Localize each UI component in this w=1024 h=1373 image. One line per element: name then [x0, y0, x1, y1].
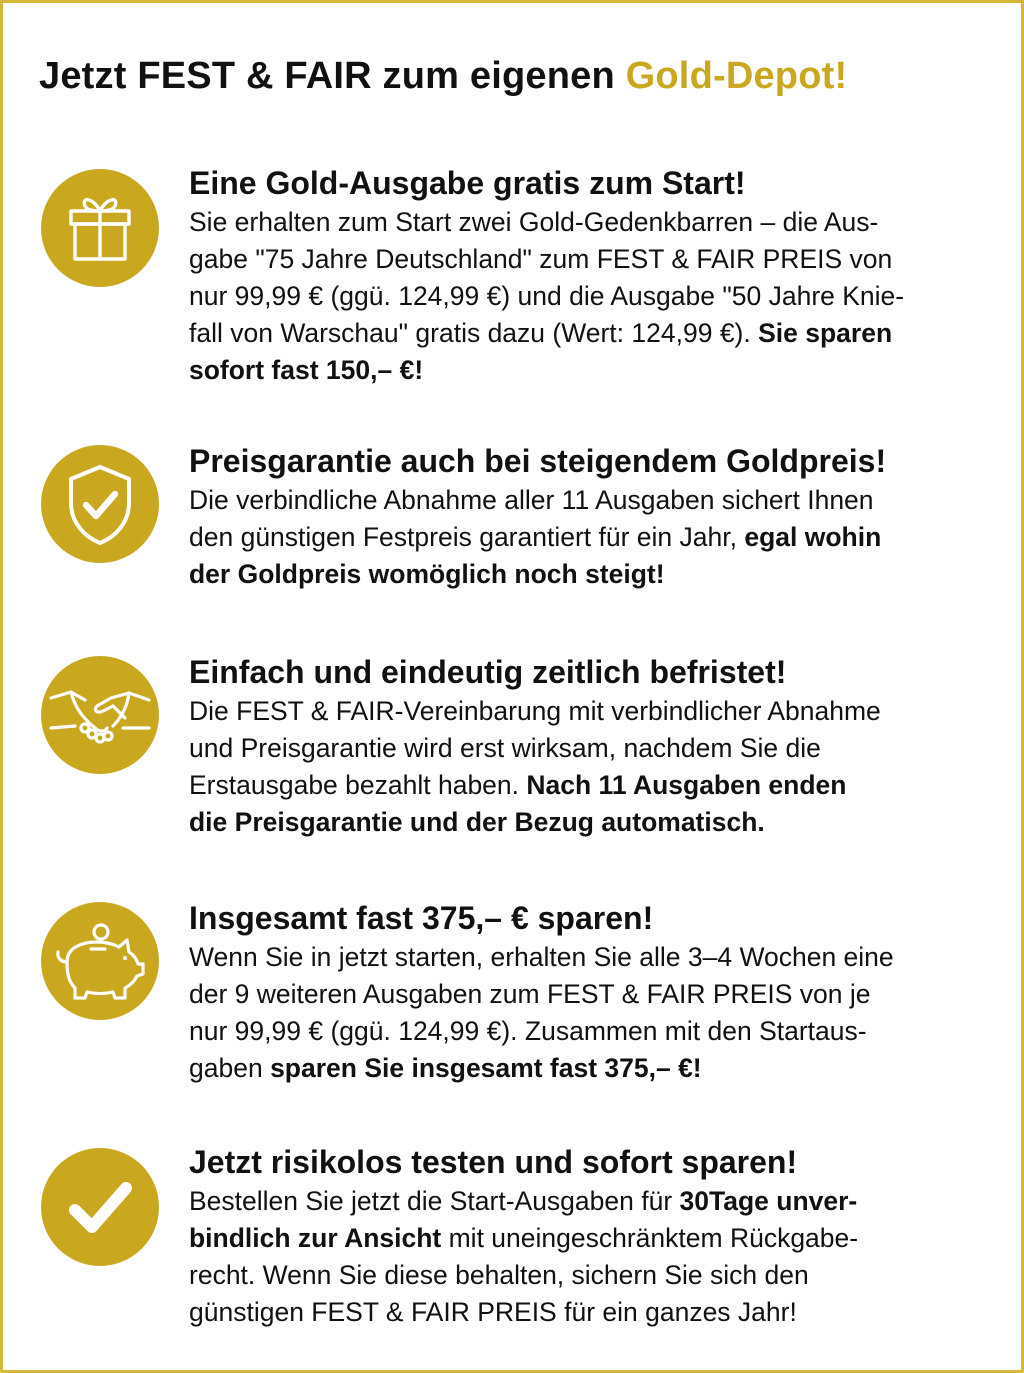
body-line	[189, 1050, 1009, 1087]
body-text: und Preisgarantie wird erst wirksam, nachdem Sie die	[189, 733, 821, 763]
body-line	[189, 352, 1009, 389]
body-text: Bestellen Sie jetzt die Start-Ausgaben für	[189, 1186, 680, 1216]
benefit-body	[189, 1183, 1009, 1331]
body-line	[189, 241, 1009, 278]
emphasis-text: Nach 11 Ausgaben enden	[526, 770, 847, 800]
emphasis-text: bindlich zur Ansicht	[189, 1223, 442, 1253]
body-text: gaben	[189, 1053, 271, 1083]
emphasis-text: die Preisgarantie und der Bezug automatisch.	[189, 807, 765, 837]
page-headline	[39, 55, 847, 98]
benefit-title: Insgesamt fast 375,– € sparen!	[189, 900, 654, 936]
body-line	[189, 1013, 1009, 1050]
body-line	[189, 482, 1009, 519]
body-line	[189, 767, 1009, 804]
body-text: Die verbindliche Abnahme aller 11 Ausgaben sichert Ihnen	[189, 485, 874, 515]
body-line	[189, 204, 1009, 241]
body-line	[189, 976, 1009, 1013]
checkmark-icon	[41, 1148, 159, 1266]
emphasis-text: sofort fast 150,– €!	[189, 355, 424, 385]
body-line	[189, 315, 1009, 352]
benefit-title: Jetzt risikolos testen und sofort sparen!	[189, 1144, 798, 1180]
body-line	[189, 556, 1009, 593]
benefit-body	[189, 482, 1009, 593]
body-line	[189, 1220, 1009, 1257]
body-text: der 9 weiteren Ausgaben zum FEST & FAIR PREIS von je	[189, 979, 871, 1009]
benefit-body	[189, 939, 1009, 1087]
body-text: recht. Wenn Sie diese behalten, sichern Sie sich den	[189, 1260, 809, 1290]
body-text: mit uneingeschränktem Rückgabe-	[441, 1223, 859, 1253]
benefit-title: Preisgarantie auch bei steigendem Goldpreis!	[189, 443, 887, 479]
body-line	[189, 519, 1009, 556]
body-text: nur 99,99 € (ggü. 124,99 €). Zusammen mit den Startaus-	[189, 1016, 867, 1046]
body-line	[189, 1294, 1009, 1331]
handshake-icon	[41, 656, 159, 774]
body-text: fall von Warschau" gratis dazu (Wert: 124,99 €).	[189, 318, 759, 348]
shield-check-icon	[41, 445, 159, 563]
body-line	[189, 693, 1009, 730]
benefit-title: Einfach und eindeutig zeitlich befristet!	[189, 654, 787, 690]
body-text: günstigen FEST & FAIR PREIS für ein ganzes Jahr!	[189, 1297, 797, 1327]
headline-text: Jetzt FEST & FAIR zum eigenen	[39, 55, 626, 97]
body-text: nur 99,99 € (ggü. 124,99 €) und die Ausgabe "50 Jahre Knie-	[189, 281, 905, 311]
benefit-body	[189, 693, 1009, 841]
headline-accent: Gold-Depot!	[625, 55, 848, 97]
body-line	[189, 1257, 1009, 1294]
body-line	[189, 278, 1009, 315]
body-line	[189, 804, 1009, 841]
benefit-title: Eine Gold-Ausgabe gratis zum Start!	[189, 165, 746, 201]
emphasis-text: Sie sparen	[758, 318, 893, 348]
body-text: Wenn Sie in jetzt starten, erhalten Sie alle 3–4 Wochen eine	[189, 942, 894, 972]
piggy-bank-icon	[41, 902, 159, 1020]
body-text: Erstausgabe bezahlt haben.	[189, 770, 527, 800]
emphasis-text: der Goldpreis womöglich noch steigt!	[189, 559, 665, 589]
emphasis-text: sparen Sie insgesamt fast 375,– €!	[270, 1053, 702, 1083]
benefit-body	[189, 204, 1009, 389]
gift-icon	[41, 169, 159, 287]
body-line	[189, 730, 1009, 767]
body-text: gabe "75 Jahre Deutschland" zum FEST & FAIR PREIS von	[189, 244, 893, 274]
body-text: Sie erhalten zum Start zwei Gold-Gedenkbarren – die Aus-	[189, 207, 879, 237]
body-line	[189, 1183, 1009, 1220]
body-text: Die FEST & FAIR-Vereinbarung mit verbindlicher Abnahme	[189, 696, 881, 726]
emphasis-text: 30Tage unver-	[679, 1186, 858, 1216]
body-text: den günstigen Festpreis garantiert für ein Jahr,	[189, 522, 745, 552]
body-line	[189, 939, 1009, 976]
emphasis-text: egal wohin	[744, 522, 882, 552]
